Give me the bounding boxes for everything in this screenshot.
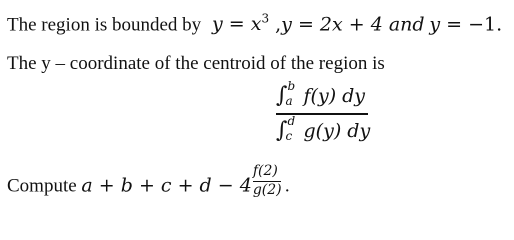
compute-line <box>7 163 290 202</box>
end-punctuation: . <box>284 175 290 197</box>
intro-text: The region is bounded by <box>7 14 202 36</box>
ratio-denominator: g(2) <box>252 182 282 198</box>
curve2-rhs: 2x + 4 <box>319 13 383 36</box>
fraction-numerator <box>276 79 366 108</box>
equation-curve3: y = −1. <box>429 13 503 36</box>
denominator-limits <box>285 114 297 143</box>
compute-word: Compute <box>7 175 77 197</box>
ratio-numerator: f(2) <box>252 163 278 179</box>
denominator-lower-limit: c <box>285 129 293 143</box>
numerator-lower-limit: a <box>285 94 293 108</box>
equation-curve2: ,y = 2x + 4 <box>275 13 383 36</box>
centroid-statement-line: The y – coordinate of the centroid of the region is <box>7 53 385 74</box>
equation-curve1: $y = x^3$ <box>211 12 270 36</box>
denominator-integrand: g(y) dy <box>303 120 371 142</box>
and-word: and <box>388 13 425 36</box>
integral-sign-icon: ∫ <box>276 83 288 108</box>
numerator-upper-limit: b <box>287 79 296 93</box>
compute-expression: a + b + c + d − 4 <box>81 174 252 197</box>
integral-sign-icon: ∫ <box>276 118 288 143</box>
curve1-rhs: x <box>250 13 262 36</box>
ratio-fraction <box>252 163 285 198</box>
problem-statement-line <box>7 12 502 36</box>
curve1-lhs: y <box>211 13 223 36</box>
curve3-lhs: y <box>429 13 441 36</box>
centroid-fraction <box>276 79 376 147</box>
numerator-integrand: f(y) dy <box>303 85 366 107</box>
curve2-lhs: y <box>281 13 292 36</box>
curve1-exponent: 3 <box>261 12 270 26</box>
denominator-upper-limit: d <box>287 114 296 128</box>
fraction-denominator <box>276 114 371 143</box>
numerator-limits <box>285 79 297 108</box>
curve3-rhs: −1. <box>468 13 503 36</box>
